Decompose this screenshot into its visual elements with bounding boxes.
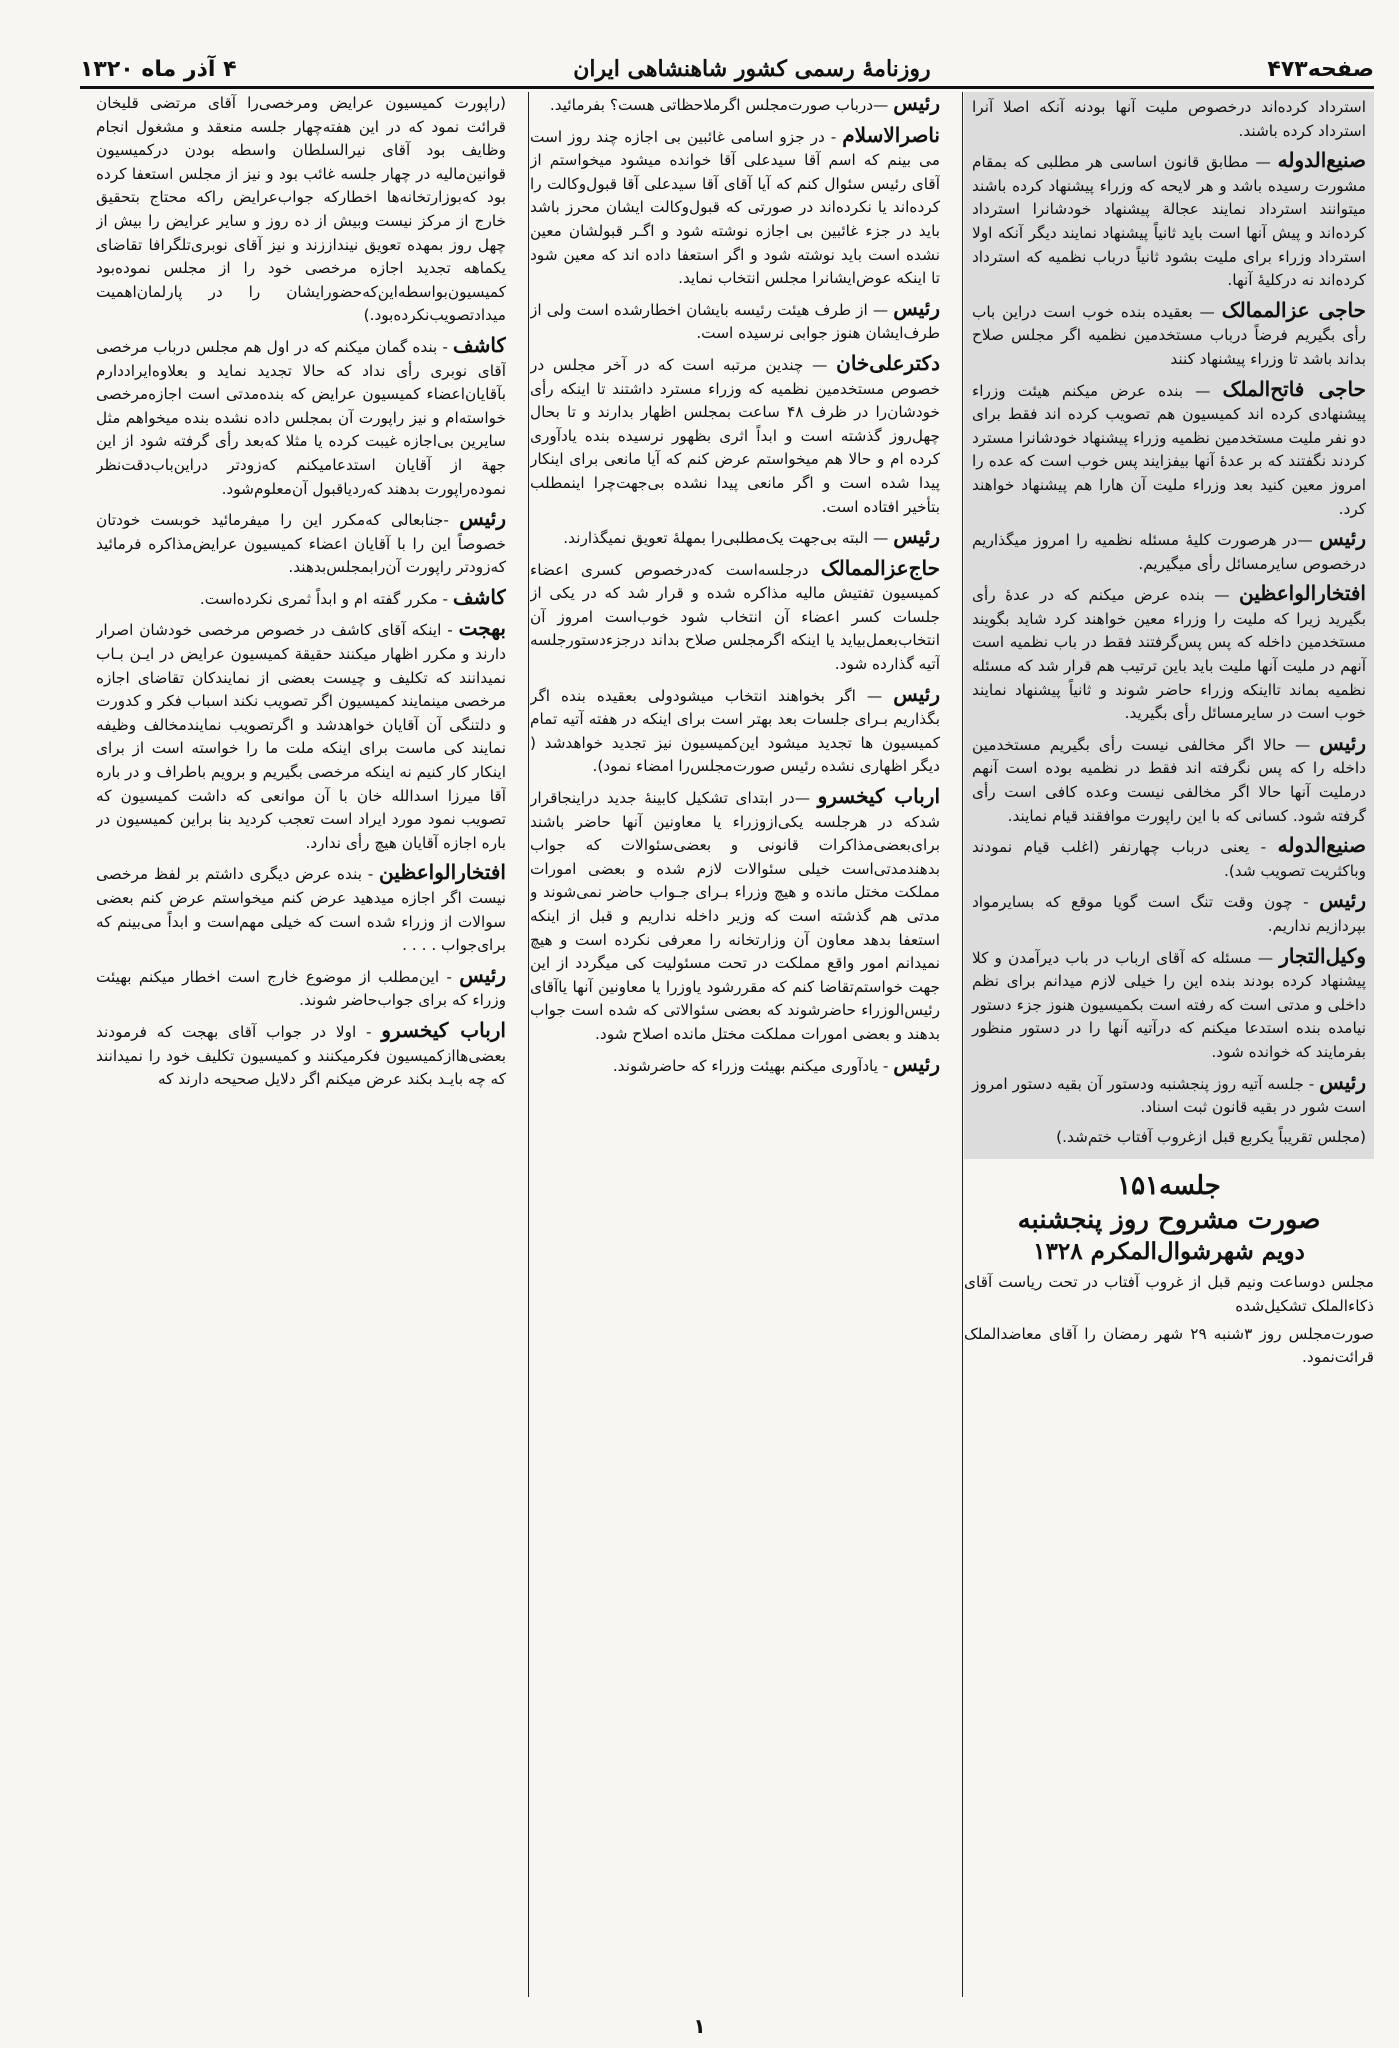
speech-text: — حالا اگر مخالفی نیست رأی بگیریم مستخدمین داخله را که پس نگرفته اند فقط در نظمیه بوده است آنهم درملیت آنها حالا اگر مخالفی نیست وعده کافی است رأی گرفته شود. کسانی که با این راپورت موافقند قیام نمایند. — [972, 735, 1366, 825]
speaker-name: رئیس — [1319, 888, 1366, 913]
speaker-name: ارباب کیخسرو — [381, 1017, 506, 1042]
speaker-name: بهجت — [458, 616, 506, 641]
speech-paragraph — [972, 96, 1366, 143]
speech-text: - اولا در جواب آقای بهجت که فرمودند بعضی‌هاازکمیسیون فکرمیکنند و کمیسیون تکلیف خود را نمیدانند که چه بایـد بکند عرض میکنم اگر دلایل صحیحه دارند که — [96, 1022, 506, 1089]
speech-paragraph — [530, 557, 940, 677]
speech-text: - بنده عرض دیگری داشتم بر لفظ مرخصی نیست اگر اجازه میدهید عرض کنم میخواستم عرض کنم بعضی سوالات از وزراء شده است که خیلی مهم‌است و ابداً می‌بینم که برای‌جواب . . . . — [96, 865, 506, 955]
speech-text: (مجلس تقریباً یکربع قبل ازغروب آفتاب ختم‌شد.) — [1056, 1127, 1366, 1146]
page-footer-number: ۱ — [693, 2014, 706, 2038]
speaker-name: وکیل‌التجار — [1279, 943, 1366, 968]
speech-paragraph — [530, 124, 940, 291]
session-minutes: صورت‌مجلس روز ۳شنبه ۲۹ شهر رمضان را آقای معاضدالملک قرائت‌نمود. — [964, 1324, 1374, 1367]
speaker-name: کاشف — [452, 584, 506, 609]
speaker-name: دکترعلی‌خان — [836, 350, 940, 375]
speech-text: - یادآوری میکنم بهیئت وزراء که حاضرشوند. — [612, 1056, 889, 1075]
speech-paragraph — [972, 1126, 1366, 1150]
speech-text: - بنده گمان میکنم که در اول هم مجلس درباب مرخصی آقای نوبری رأی نداد که حالا تجدید نماید و بعلاوه‌ایراددارم بآقایان‌اعضاء کمیسیون عرایض که بنده‌مدتی است اجازه‌مرخصی خواسته‌ام و نیز راپورت آن بمجلس داده نشده بنده میخواهم مثل سایرین بی‌اجازه غیبت کرده یا مثلا که‌بعد رأی گرفته شود از این جهة از آقایان استدعامیکنم که‌زودتر دراین‌باب‌دقت‌نظر نموده‌راپورت بدهند که‌ردیاقبول آن‌معلوم‌شود. — [96, 337, 506, 498]
speech-text: —در هرصورت کلیهٔ مسئله نظمیه را امروز میگذاریم درخصوص سایرمسائل رأی میگیریم. — [972, 531, 1366, 573]
speech-paragraph — [972, 732, 1366, 828]
speech-paragraph — [96, 861, 506, 957]
speaker-name: صنیع‌الدوله — [1277, 148, 1366, 173]
speech-text: — البته بی‌جهت یک‌مطلبی‌را بمهلهٔ تعویق نمیگذارند. — [563, 529, 889, 548]
speech-text: استرداد کرده‌اند درخصوص ملیت آنها بودنه آنکه اصلا آنرا استرداد کرده باشند. — [972, 98, 1366, 140]
speech-text: — بعقیده بنده خوب است دراین باب رأی بگیریم فرضاً درباب مستخدمین نظمیه اگر مجلس صلاح بداند باشد تا وزراء پیشنهاد کنند — [972, 302, 1366, 368]
speaker-name: رئیس — [459, 506, 506, 531]
speaker-name: حاجی فاتح‌الملک — [1222, 376, 1366, 401]
speech-paragraph — [530, 683, 940, 779]
speech-text: - چون وقت تنگ است گویا موقع که بسایرمواد بپردازیم نداریم. — [972, 893, 1366, 935]
speech-paragraph — [530, 525, 940, 551]
speech-paragraph — [972, 889, 1366, 938]
columns-container — [97, 92, 1374, 2002]
speaker-name: رئیس — [893, 295, 940, 320]
speech-text: - اینکه آقای کاشف در خصوص مرخصی خودشان اصرار دارند و مکرر اظهار میکنند حقیقة کمیسیون عرایض در ایـن بـاب نمیدانند که تکلیف و چیست بعضی از نمایندکان تقاضای اجازه مرخصی مینمایند کمیسیون اگر تصویب نکند اسباب فکر و کدورت و دلتنگی آن آقایان خواهدشد و اگرتصویب نمایندمخالف وظیفه نمایند کی ماست برای اینکه ملت ما را خواسته است از برای اینکار کار کنیم نه اینکه مرخصی بگیریم و برویم باطراف و در باره آقا میرزا اسدالله خان با آن موانعی که داشت کمیسیون که تصویب نمود مورد ایراد است تعجب کردید بنا براین کمیسیون در باره اجازه آقایان هیچ رأی ندارد. — [96, 621, 506, 852]
speech-text: -جنابعالی که‌مکرر این را میفرمائید خوبست خودتان خصوصاً این را با آقایان اعضاء کمیسیون عرایض‌مذاکره فرمائید که‌زودتر راپورت آن‌رابمجلس‌بدهند. — [96, 511, 506, 577]
speaker-name: رئیس — [893, 1051, 940, 1076]
speech-text: —در ابتدای تشکیل کابینهٔ جدید دراینجاقرار شدکه در هرجلسه یکی‌ازوزراء یا معاونین آنها حاضر باشند برای‌بعضی‌مذاکرات قانونی و بعضی‌سئوالات که جواب بدهند‌مدتی‌است خیلی سئوالات لازم شده و بعضی امورات مملکت مختل مانده و هیچ وزراء بـرای جـواب حاضر نمی‌شوند و مدتی هم گذشته است که وزیر داخله نداریم و قبل از اینکه استعفا بدهد معاون آن وزارتخانه را معرفی نکرده است و هیچ نمیدانم امور واقع مملکت در تحت مسئولیت کی میگردد از این جهت خواستم‌تقاضا کنم که مقررشود یاوزرا یا معاونین آنها یاآقای رئیس‌الوزراء حاضرشوند که بعضی سئوالاتی که شده است جواب بدهند و بعضی امورات مملکت مختل مانده اصلاح شود. — [530, 789, 940, 1043]
speech-paragraph — [96, 334, 506, 501]
speaker-name: رئیس — [1319, 1069, 1366, 1094]
shaded-section — [964, 92, 1374, 1159]
speaker-name: صنیع‌الدوله — [1277, 833, 1366, 858]
speech-paragraph — [96, 1019, 506, 1092]
speaker-name: رئیس — [893, 92, 940, 115]
session-header — [964, 1169, 1374, 1369]
speaker-name: حاج‌عزالممالک — [820, 555, 940, 580]
speaker-name: افتخارالواعظین — [379, 860, 506, 885]
speech-paragraph — [972, 582, 1366, 726]
session-date: دویم شهرشوال‌المکرم ۱۳۲۸ — [1033, 1238, 1305, 1266]
speech-paragraph — [972, 945, 1366, 1065]
speaker-name: ناصرالاسلام — [842, 122, 940, 147]
speech-paragraph — [530, 297, 940, 346]
speech-paragraph — [96, 964, 506, 1013]
speaker-name: رئیس — [893, 524, 940, 549]
speech-paragraph — [972, 1071, 1366, 1120]
speech-paragraph — [96, 586, 506, 612]
page-header — [80, 52, 1374, 89]
speech-text: - در جزو اسامی غائبین بی اجازه چند روز است می بینم که اسم آقا سیدعلی آقا خوانده میشود میخواستم از آقای رئیس سئوال کنم که آیا آقای آقا سیدعلی آقا قبول‌وکالت را کرده‌اند یا نکرده‌اند در صورتی که قبول‌وکالت ایشان محرز باشد باید در جزء غائبین بی اجازه نوشته شود و اگـر قبولشان معین نشده است باید نوشته شود و اگر استعفا داده اند که معین شود تا اینکه عوض‌ایشانرا مجلس انتخاب نماید. — [530, 127, 940, 288]
speech-text: - این‌مطلب از موضوع خارج است اخطار میکنم بهیئت وزراء که برای جواب‌حاضر شوند. — [96, 967, 506, 1010]
speech-text: —درباب صورت‌مجلس اگرملاحظاتی هست؟ بفرمائید. — [549, 96, 889, 114]
speech-text: درجلسه‌است که‌درخصوص کسری اعضاء کمیسیون تفتیش مالیه مذاکره شده و قرار شد که در یکی از جلسات کسر اعضاء آن انتخاب شود خوب‌است امروز آن انتخاب‌بعمل‌بیاید یا اینکه اگرمجلس صلاح بداند درجزءدستورجلسه آتیه گذارده شود. — [530, 560, 940, 674]
speech-text: - مکرر گفته ام و ابداً ثمری نکرده‌است. — [199, 589, 449, 608]
column-middle — [530, 92, 940, 2002]
speech-paragraph — [530, 352, 940, 519]
speech-text: — بنده عرض میکنم که در عدهٔ رأی بگیرید زیرا که ملیت را وزراء معین خواهند کرد شاید بگویند مستخدمین داخله که پس پس‌گرفتند فقط در باب نظمیه است آنهم در ملیت آنها ملیت باید باین ترتیب هم قرار شد که مسئله نظمیه بماند تااینکه وزراء حاضر شوند و ثانیاً پیشنهاد نمایند خوب است در سایرمسائل رأی بگیرید. — [972, 586, 1366, 723]
page-number-label: صفحه۴۷۳ — [1267, 56, 1374, 82]
speaker-name: رئیس — [1319, 730, 1366, 755]
speech-paragraph — [972, 149, 1366, 293]
speaker-name: کاشف — [452, 332, 506, 357]
speaker-name: رئیس — [1319, 526, 1366, 551]
session-intro: مجلس دوساعت ونیم قبل از غروب آفتاب در تحت ریاست آقای ذکاءالملک تشکیل‌شده — [964, 1273, 1374, 1315]
speech-paragraph — [972, 834, 1366, 883]
newspaper-title: روزنامهٔ رسمی کشور شاهنشاهی ایران — [573, 56, 931, 82]
speech-text: — اگر بخواهند انتخاب میشودولی بعقیده بنده اگر بگذاریم بـرای جلسات بعد بهتر است برای اینکه در هفته آتیه تمام کمیسیون ها تجدید میشود این‌کمیسیون نیز تجدید خواهدشد ( دیگر اظهاری نشده رئیس صورت‌مجلس‌را امضاء نمود). — [530, 686, 940, 776]
speech-text: (راپورت کمیسیون عرایض ومرخصی‌را آقای مرتضی قلیخان قرائت نمود که در این هفته‌چهار جلسه منعقد و مشغول انجام وظایف بود آقای نیرالسلطان واسطه بودن در‌کمیسیون قوانین‌مالیه در چهار جلسه غائب بود و نیز از مجلس استعفا کرده بود که‌بوزارتخانه‌ها اخطارکه جواب‌عرایض راکه محتاج بتحقیق خارج از مرکز نیست وبیش از ده روز و سایر عرایض را بیش از چهل روز بمهده تعویق نینداززند و نیز آقای نوبری‌تلگرافا تقاضای یکماهه تجدید اجازه مرخصی خود را از مجلس نموده‌بود کمیسیون‌بواسطه‌این‌که‌حضورایشان را در پارلمان‌اهمیت میداد‌تصویب‌نکرده‌بود.) — [96, 94, 506, 325]
session-title: صورت مشروح روز پنجشنبه — [1017, 1205, 1321, 1236]
speech-paragraph — [530, 92, 940, 118]
speech-paragraph — [972, 527, 1366, 576]
speech-text: — از طرف هیئت رئیسه بایشان اخطارشده است ولی از طرف‌ایشان هنوز جوابی نرسیده است. — [530, 300, 940, 343]
speech-paragraph — [530, 1053, 940, 1079]
speech-paragraph — [96, 507, 506, 580]
speech-paragraph — [96, 617, 506, 855]
speech-paragraph — [972, 378, 1366, 522]
speaker-name: رئیس — [893, 681, 940, 706]
speech-paragraph — [530, 785, 940, 1047]
speaker-name: افتخارالواعظین — [1239, 581, 1366, 606]
issue-date: ۴ آذر ماه ۱۳۲۰ — [80, 56, 237, 82]
speech-paragraph — [96, 92, 506, 328]
speaker-name: ارباب کیخسرو — [817, 784, 940, 809]
column-right — [964, 92, 1374, 2002]
speech-paragraph — [972, 299, 1366, 372]
speech-text: - جلسه آتیه روز پنجشنبه ودستور آن بقیه دستور امروز است شور در بقیه قانون ثبت اسناد. — [972, 1074, 1366, 1117]
speech-text: — مطابق قانون اساسی هر مطلبی که بمقام مشورت رسیده باشد و هر لایحه که وزراء پیشنهاد کرده باشند میتوانند استرداد نمایند عجالة پیشنهاد خودشانرا استرداد کرده‌اند و پیش آنها است باید ثانیاً پیشنهاد نمایند دیگر آنکه اولا استرداد وزراء برای ملیت بشود ثانیاً درباب نظمیه که استرداد کرده‌اند نه درکلیهٔ آنها. — [972, 153, 1366, 290]
speaker-name: رئیس — [459, 962, 506, 987]
speaker-name: حاجی عزالممالک — [1221, 297, 1366, 322]
speech-text: - یعنی درباب چهارنفر (اغلب قیام نمودند وباکثریت تصویب شد). — [972, 838, 1366, 880]
speech-text: — بنده عرض میکنم هیئت وزراء پیشنهادی کرده اند کمیسیون هم تصویب کرده اند فقط برای دو نفر ملیت مستخدمین نظمیه وزراء پیشنهاد خودشانرا مسترد کردند نگفتند که بر عدهٔ آنها بیفزایند پس خوب است که عده را امروز معین کنید بعد وزراء ملیت آن هارا هم پیشنهاد خواهند کرد. — [972, 381, 1366, 518]
speech-text: — چندین مرتبه است که در آخر مجلس در خصوص مستخدمین نظمیه که وزراء مسترد داشتند تا اینکه رأی خودشان‌را در ظرف ۴۸ ساعت بمجلس اظهار بدارند و تا بحال چهل‌روز گذشته است و ابداً اثری بظهور نرسیده بنده یادآوری کرده ام و حالا هم میخواستم عرض کنم که آیا مانعی برای اینکار پیدا شده است و اگر مانعی پیدا نشده بی‌جهت‌چرا اینمطلب بتأخیر افتاده است. — [530, 355, 940, 516]
session-number: جلسه۱۵۱ — [1117, 1171, 1221, 1202]
speech-text: — مسئله که آقای ارباب در باب دیرآمدن و کلا پیشنهاد کرده بودند بنده این را خیلی لازم میدانم برای نظم داخلی و مدتی است که رفته است بکمیسیون هنوز جزء دستور نیامده بنده استدعا میکنم که درآتیه آنها را در دستور منظور بفرمایند که خوانده شود. — [972, 948, 1366, 1061]
column-left — [96, 92, 506, 2002]
